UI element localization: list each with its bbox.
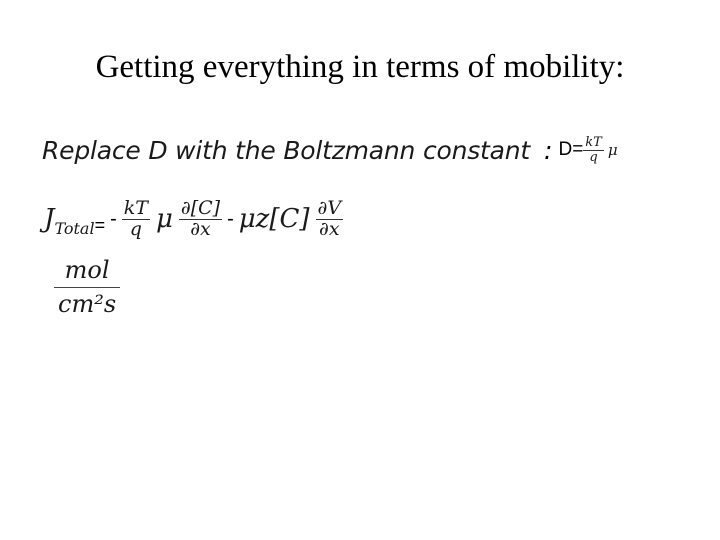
flux-subscript: Total <box>54 218 95 238</box>
units-numerator: mol <box>64 256 110 284</box>
boltzmann-replacement-line <box>42 128 618 172</box>
fraction-denominator: ∂x <box>190 217 211 240</box>
potential-gradient-fraction <box>316 196 344 240</box>
mobility-symbol: μ <box>607 141 618 159</box>
flux-symbol: J <box>44 204 55 234</box>
minus-sign: - <box>227 207 234 230</box>
drift-term: μz[C] <box>238 204 310 234</box>
kt-over-q-fraction <box>583 136 604 164</box>
slide-title: Getting everything in terms of mobility: <box>95 49 625 85</box>
colon: : <box>544 135 553 165</box>
total-flux-equation <box>44 188 343 250</box>
replacement-text: Replace D with the Boltzmann constant <box>42 135 531 165</box>
fraction-numerator: kT <box>585 134 602 150</box>
fraction-numerator: ∂[C] <box>180 196 221 219</box>
flux-units-fraction <box>54 258 120 317</box>
fraction-denominator: q <box>129 217 142 240</box>
minus-sign: - <box>110 207 117 230</box>
fraction-numerator: ∂V <box>317 196 342 219</box>
fraction-bar <box>54 287 120 288</box>
units-denominator: cm²s <box>58 290 117 319</box>
mobility-symbol: μ <box>155 204 173 234</box>
fraction-denominator: ∂x <box>319 217 340 240</box>
diffusion-label: D= <box>558 139 584 160</box>
fraction-numerator: kT <box>123 196 148 219</box>
kt-over-q-fraction <box>122 196 150 240</box>
fraction-denominator: q <box>589 149 598 165</box>
equals-sign: = <box>94 214 106 235</box>
concentration-gradient-fraction <box>179 196 222 240</box>
